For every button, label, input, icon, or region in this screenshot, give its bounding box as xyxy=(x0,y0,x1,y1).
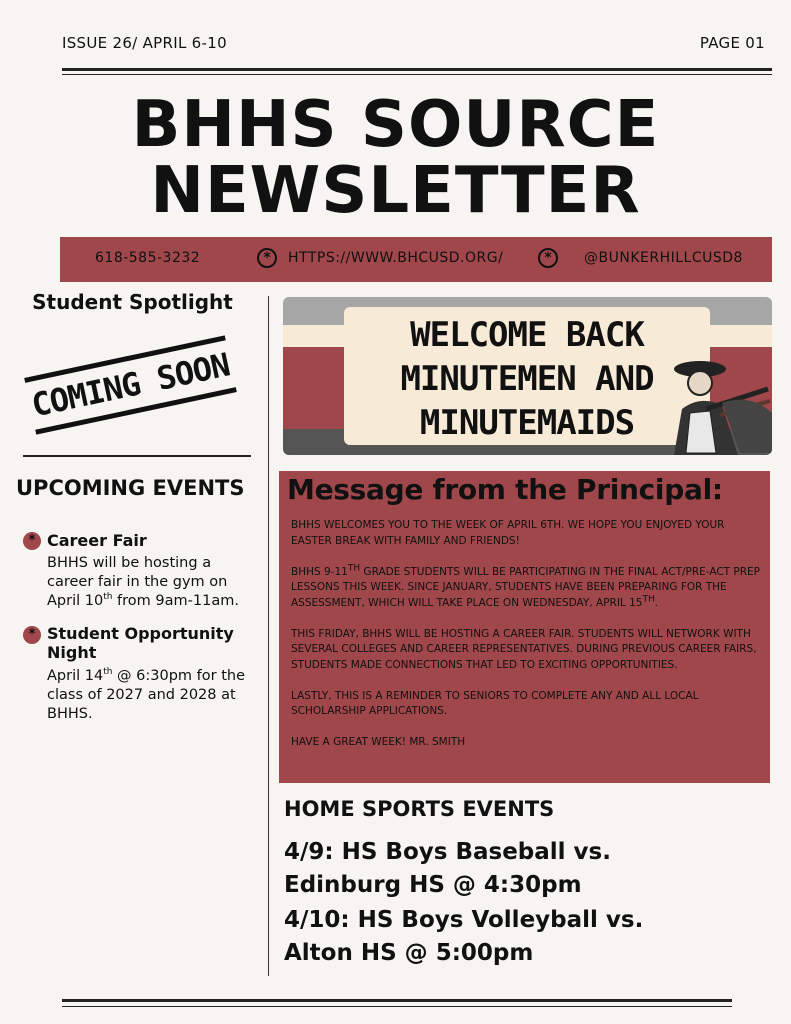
game-item xyxy=(284,904,643,970)
page-number: PAGE 01 xyxy=(699,34,765,52)
event-description xyxy=(47,554,239,611)
newsletter-title xyxy=(0,88,791,228)
event-line: BHHS. xyxy=(47,706,93,722)
game-line: Alton HS @ 5:00pm xyxy=(284,940,534,966)
message-paragraph: BHHS 9-11TH GRADE STUDENTS WILL BE PARTICIPATING IN THE FINAL ACT/PRE-ACT PREP LESSONS THIS WEEK. SINCE JANUARY, STUDENTS HAVE BEEN PREPARING FOR THE ASSESSMENT, WHICH WILL TAKE PLACE ON WEDNESDAY, APRIL 15TH. xyxy=(291,563,761,609)
message-paragraph: BHHS WELCOMES YOU TO THE WEEK OF APRIL 6TH. WE HOPE YOU ENJOYED YOUR EASTER BREAK WITH FAMILY AND FRIENDS! xyxy=(291,519,725,547)
message-paragraph: THIS FRIDAY, BHHS WILL BE HOSTING A CAREER FAIR. STUDENTS WILL NETWORK WITH SEVERAL COLLEGES AND CAREER REPRESENTATIVES. DURING PREVIOUS CAREER FAIRS, STUDENTS MADE CONNECTIONS THAT LED TO EXCITING OPPORTUNITIES. xyxy=(291,627,757,671)
message-paragraph: LASTLY, THIS IS A REMINDER TO SENIORS TO COMPLETE ANY AND ALL LOCAL SCHOLARSHIP APPLICATIONS. xyxy=(291,689,699,717)
game-line: 4/10: HS Boys Volleyball vs. xyxy=(284,907,644,933)
event-line: BHHS will be hosting a xyxy=(47,555,212,571)
home-sports-title: HOME SPORTS EVENTS xyxy=(284,797,555,821)
title-line-1: BHHS SOURCE xyxy=(131,88,660,162)
principal-message xyxy=(279,471,770,783)
upcoming-events-title: UPCOMING EVENTS xyxy=(16,476,245,500)
website-link[interactable]: HTTPS://WWW.BHCUSD.ORG/ xyxy=(288,250,504,266)
spotlight-title: Student Spotlight xyxy=(32,290,233,314)
bottom-rule-1 xyxy=(62,999,732,1002)
contact-bar xyxy=(60,237,772,282)
asterisk-bullet-icon: * xyxy=(23,626,41,644)
message-body xyxy=(291,518,763,766)
message-title: Message from the Principal: xyxy=(287,473,723,506)
message-signoff: HAVE A GREAT WEEK! MR. SMITH xyxy=(291,736,466,748)
column-divider xyxy=(268,296,269,976)
welcome-banner xyxy=(283,297,772,455)
event-description xyxy=(47,667,245,724)
event-line: class of 2027 and 2028 at xyxy=(47,687,236,703)
game-line: Edinburg HS @ 4:30pm xyxy=(284,872,582,898)
event-name: Student Opportunity Night xyxy=(47,624,234,662)
event-line: career fair in the gym on xyxy=(47,574,228,590)
banner-card xyxy=(344,307,710,445)
event-name: Career Fair xyxy=(47,531,147,550)
event-line: April 14th @ 6:30pm for the xyxy=(47,667,245,684)
social-handle[interactable]: @BUNKERHILLCUSD8 xyxy=(584,250,743,266)
minuteman-illustration xyxy=(660,353,772,455)
issue-label: ISSUE 26/ APRIL 6-10 xyxy=(62,34,227,52)
asterisk-circle-icon: * xyxy=(538,248,558,268)
game-line: 4/9: HS Boys Baseball vs. xyxy=(284,839,611,865)
event-line: April 10th from 9am-11am. xyxy=(47,592,239,609)
top-rule-1 xyxy=(62,68,772,71)
coming-soon-stamp: COMING SOON xyxy=(24,335,237,434)
asterisk-bullet-icon: * xyxy=(23,532,41,550)
banner-text: WELCOME BACK MINUTEMEN AND MINUTEMAIDS xyxy=(400,315,654,443)
bottom-rule-2 xyxy=(62,1006,732,1007)
game-item xyxy=(284,836,611,902)
phone-number: 618-585-3232 xyxy=(95,250,201,266)
left-divider xyxy=(23,455,251,457)
asterisk-circle-icon: * xyxy=(257,248,277,268)
top-rule-2 xyxy=(62,74,772,75)
title-line-2: NEWSLETTER xyxy=(150,154,641,228)
